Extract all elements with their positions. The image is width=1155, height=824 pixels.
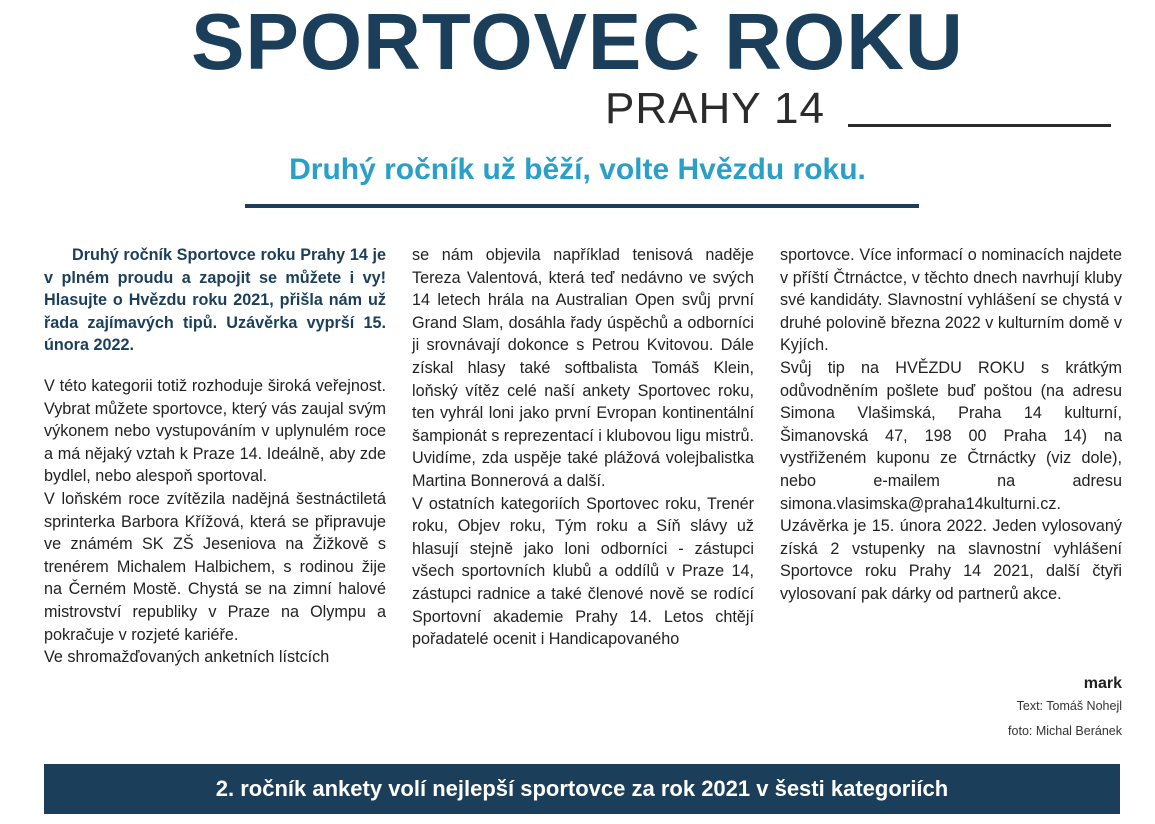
- article-paragraph: Svůj tip na HVĚZDU ROKU s krátkým odůvodněním pošlete buď poštou (na adresu Simona Vlašimská, Praha 14 kulturní, Šimanovská 47, 198 00 Praha 14) na vystřiženém kuponu ze Čtrnáctky (viz dole), nebo e-mailem na adresu simona.vlasimska@praha14kulturni.cz. Uzávěrka je 15. února 2022. Jeden vylosovaný získá 2 vstupenky na slavnostní vyhlášení Sportovce roku Prahy 14 2021, další čtyři vylosovaní pak dárky od partnerů akce.: [780, 358, 1122, 603]
- article-paragraph: V loňském roce zvítězila nadějná šestnáctiletá sprinterka Barbora Křížová, která se připravuje ve známém SK ZŠ Jeseniova na Žižkově s trenérem Michalem Halbichem, s rodinou žije na Černém Mostě. Chystá se na zimní halové mistrovství republiky v Praze na Olympu a pokračuje v rozjeté kariéře.: [44, 489, 386, 644]
- subtitle-rule: [848, 124, 1111, 127]
- page-subtitle: PRAHY 14: [605, 84, 825, 133]
- tagline-rule: [245, 204, 919, 208]
- article-column-3: [780, 244, 1122, 606]
- photo-credit: foto: Michal Beránek: [1008, 724, 1122, 738]
- author-signature: mark: [1083, 675, 1122, 692]
- article-paragraph: V ostatních kategoriích Sportovec roku, Trenér roku, Objev roku, Tým roku a Síň slávy už hlasují stejně jako loni odborníci - zástupci všech sportovních klubů a oddílů v Praze 14, zástupci radnice a také členové nově se rodící Sportovní akademie Prahy 14. Letos chtějí pořadatelé ocenit i Handicapovaného: [412, 494, 754, 649]
- text-credit: Text: Tomáš Nohejl: [1016, 699, 1122, 713]
- article-paragraph: sportovce. Více informací o nominacích najdete v příští Čtrnáctce, v těchto dnech navrhují kluby své kandidáty. Slavnostní vyhlášení se chystá v druhé polovině března 2022 v kulturním domě v Kyjích.: [780, 246, 1122, 355]
- article-paragraph: se nám objevila například tenisová naděje Tereza Valentová, která teď nedávno ve svých 14 letech hrála na Australian Open svůj první Grand Slam, dosáhla řady úspěchů a odborníci ji srovnávají dokonce s Petrou Kvitovou. Dále získal hlasy také softbalista Tomáš Klein, loňský vítěz celé naší ankety Sportovec roku, ten vyhrál loni jako první Evropan kontinentální šampionát s reprezentací i klubovou ligu mistrů. Uvidíme, zda uspěje také plážová volejbalistka Martina Bonnerová a další.: [412, 246, 754, 490]
- article-column-1: [44, 244, 386, 669]
- page-title: SPORTOVEC ROKU: [191, 0, 964, 86]
- article-column-2: [412, 244, 754, 651]
- article-lead: Druhý ročník Sportovce roku Prahy 14 je v plném proudu a zapojit se můžete i vy! Hlasujte o Hvězdu roku 2021, přišla nám už řada zajímavých tipů. Uzávěrka vyprší 15. února 2022.: [44, 246, 386, 355]
- article-paragraph: V této kategorii totiž rozhoduje široká veřejnost. Vybrat můžete sportovce, který vás zaujal svým výkonem nebo vystupováním v uplynulém roce a má nějaký vztah k Praze 14. Ideálně, aby zde bydlel, nebo alespoň sportoval.: [44, 376, 386, 486]
- tagline: Druhý ročník už běží, volte Hvězdu roku.: [289, 153, 866, 186]
- footer-banner: 2. ročník ankety volí nejlepší sportovce za rok 2021 v šesti kategoriích: [44, 764, 1120, 814]
- article-paragraph: Ve shromažďovaných anketních lístcích: [44, 648, 330, 667]
